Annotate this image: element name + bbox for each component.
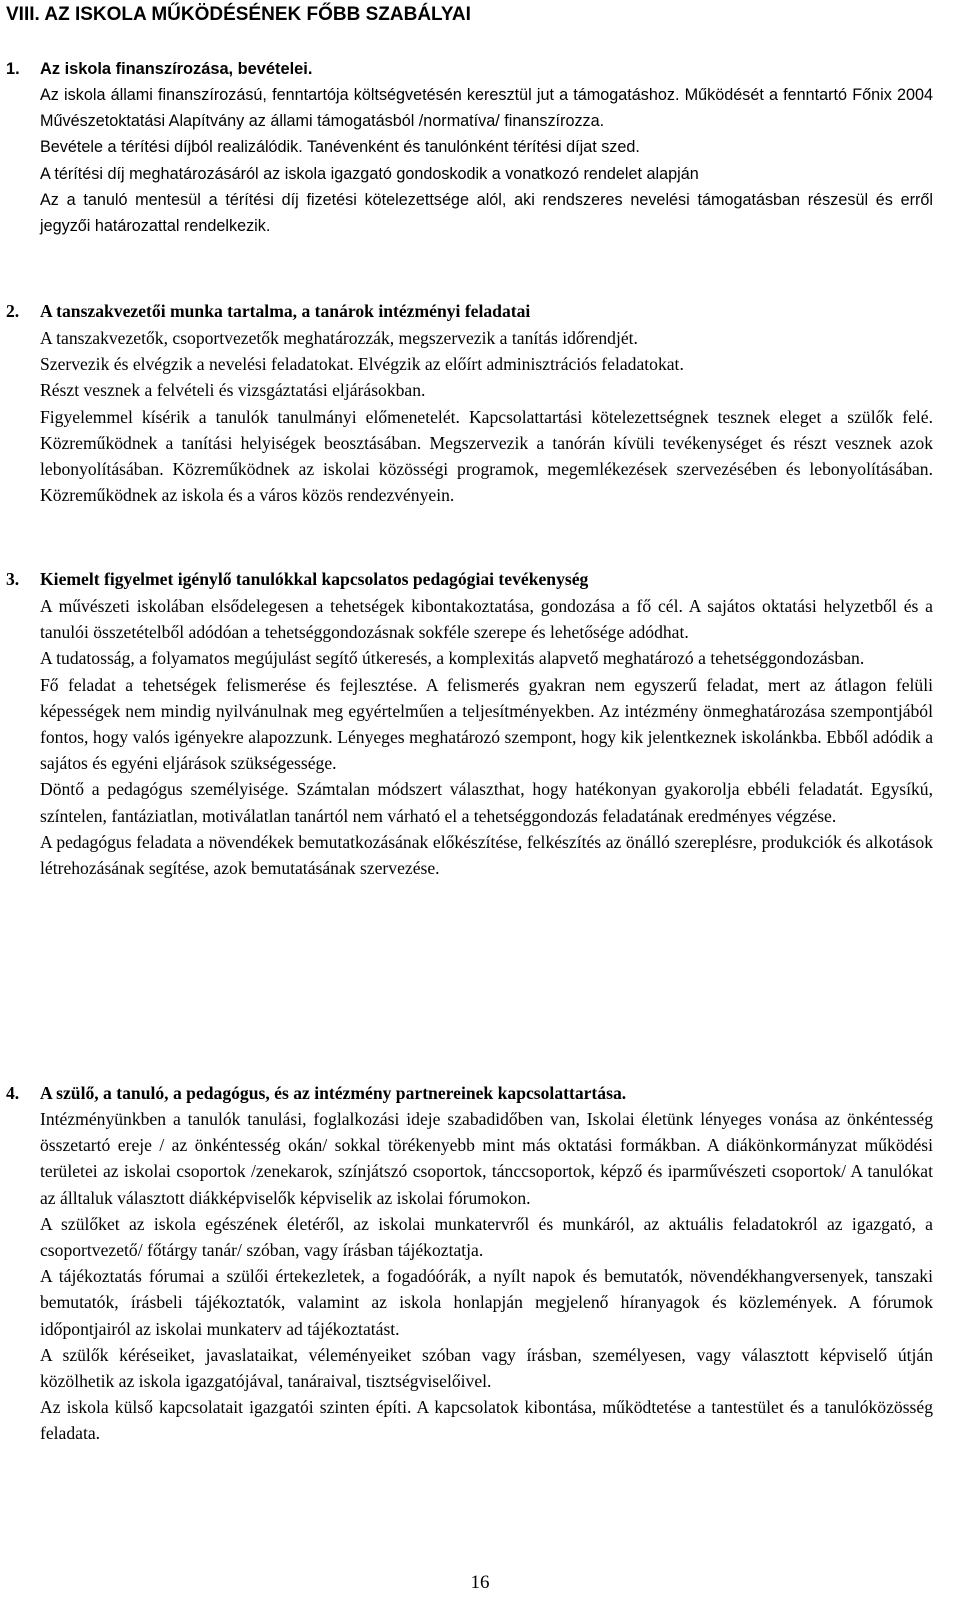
section-title-text: A tanszakvezetői munka tartalma, a tanárok intézményi feladatai xyxy=(40,301,531,321)
section-body xyxy=(40,1106,933,1447)
chapter-heading: VIII. AZ ISKOLA MŰKÖDÉSÉNEK FŐBB SZABÁLYAI xyxy=(6,4,471,25)
paragraph: Figyelemmel kísérik a tanulók tanulmányi előmenetelét. Kapcsolattartási kötelezettségnek tesznek eleget a szülők felé. Közreműködnek a tanítási helyiségek beosztásában. Megszervezik a tanórán kívüli tevékenységet és részt vesznek azok lebonyolításában. Közreműködnek az iskolai közösségi programok, megemlékezések szervezésében és lebonyolításában. Közreműködnek az iskola és a város közös rendezvényein. xyxy=(40,406,933,506)
paragraph: A tanszakvezetők, csoportvezetők meghatározzák, megszervezik a tanítás időrendjét. xyxy=(40,328,638,348)
section-body xyxy=(40,593,933,881)
section-number: 1. xyxy=(6,60,20,78)
section-number: 2. xyxy=(6,301,20,321)
page-number: 16 xyxy=(470,1572,490,1593)
paragraph: A pedagógus feladata a növendékek bemutatkozásának előkészítése, felkészítés az önálló szereplésre, produkciók és alkotások létrehozásának segítése, azok bemutatásának szervezése. xyxy=(40,831,933,879)
section-body xyxy=(40,82,933,239)
section-title xyxy=(6,566,936,592)
paragraph: A tudatosság, a folyamatos megújulást segítő útkeresés, a komplexitás alapvető meghatározó a tehetséggondozásban. xyxy=(40,648,865,669)
paragraph: A szülők kéréseiket, javaslataikat, véleményeiket szóban vagy írásban, személyesen, vagy választott képviselő útján közölhetik az iskola igazgatójával, tanáraival, tisztségviselőivel. xyxy=(40,1344,933,1392)
section-title-text: A szülő, a tanuló, a pedagógus, és az intézmény partnereinek kapcsolattartása. xyxy=(40,1083,627,1103)
paragraph: A térítési díj meghatározásáról az iskola igazgató gondoskodik a vonatkozó rendelet alapján xyxy=(40,164,699,183)
paragraph: Fő feladat a tehetségek felismerése és fejlesztése. A felismerés gyakran nem egyszerű feladat, mert az átlagon felüli képességek nem mindig nyilvánulnak meg egyértelműen a teljesítményekben. Az intézmény önmeghatározása szempontjából fontos, hogy valós igényekre alapozzunk. Lényeges meghatározó szempont, hogy kik jelentkeznek iskolánkba. Ebből adódik a sajátos és egyéni eljárások szükségessége. xyxy=(40,674,933,774)
paragraph: Részt vesznek a felvételi és vizsgáztatási eljárásokban. xyxy=(40,380,426,401)
paragraph: Az a tanuló mentesül a térítési díj fizetési kötelezettsége alól, aki rendszeres nevelési támogatásban részesül és erről jegyzői határozattal rendelkezik. xyxy=(40,190,933,236)
section-title-text: Az iskola finanszírozása, bevételei. xyxy=(40,60,313,78)
paragraph: A művészeti iskolában elsődelegesen a tehetségek kibontakoztatása, gondozása a fő cél. A sajátos oktatási helyzetből és a tanulói összetételből adódóan a tehetséggondozásnak sokféle szerepe és lehetősége adódhat. xyxy=(40,596,933,643)
paragraph: Intézményünkben a tanulók tanulási, foglalkozási ideje szabadidőben van, Iskolai életünk lényeges vonása az önkéntesség összetartó ereje / az önkéntesség okán/ sokkal törékenyebb mint más oktatási formákban. A diákönkormányzat működési területei az iskolai csoportok /zenekarok, színjátszó csoportok, tánccsoportok, képző és iparművészeti csoportok/ A tanulókat az álltaluk választott diákképviselők képviselik az iskolai fórumokon. xyxy=(40,1109,933,1208)
section-title-text: Kiemelt figyelmet igénylő tanulókkal kapcsolatos pedagógiai tevékenység xyxy=(40,569,589,589)
section-number: 4. xyxy=(6,1083,20,1103)
section-title xyxy=(6,298,936,324)
section-body xyxy=(40,325,933,508)
section-title xyxy=(6,1080,936,1106)
paragraph: Bevétele a térítési díjból realizálódik. Tanévenként és tanulónként térítési díjat szed. xyxy=(40,138,640,157)
paragraph: A szülőket az iskola egészének életéről, az iskolai munkatervről és munkáról, az aktuális feladatokról az igazgató, a csoportvezető/ főtárgy tanár/ szóban, vagy írásban tájékoztatja. xyxy=(40,1213,933,1261)
paragraph: Szervezik és elvégzik a nevelési feladatokat. Elvégzik az előírt adminisztrációs feladatokat. xyxy=(40,354,684,375)
paragraph: A tájékoztatás fórumai a szülői értekezletek, a fogadóórák, a nyílt napok és bemutatók, növendékhangversenyek, tanszaki bemutatók, írásbeli tájékoztatók, valamint az iskola honlapján megjelenő híranyagok és közlemények. A fórumok időpontjairól az iskolai munkaterv ad tájékoztatást. xyxy=(40,1266,933,1339)
paragraph: Az iskola állami finanszírozású, fenntartója költségvetésén keresztül jut a támogatáshoz. Működését a fenntartó Főnix 2004 Művészetoktatási Alapítvány az állami támogatásból /normatíva/ finanszírozza. xyxy=(40,86,933,131)
paragraph: Az iskola külső kapcsolatait igazgatói szinten építi. A kapcsolatok kibontása, működtetése a tantestület és a tanulóközösség feladata. xyxy=(40,1397,933,1444)
section-number: 3. xyxy=(6,569,20,589)
section-title xyxy=(6,56,936,82)
paragraph: Döntő a pedagógus személyisége. Számtalan módszert választhat, hogy hatékonyan gyakorolja ebbéli feladatát. Egysíkú, színtelen, fantáziatlan, motiválatlan tanártól nem várható el a tehetséggondozás feladatának eredményes végzése. xyxy=(40,779,933,826)
